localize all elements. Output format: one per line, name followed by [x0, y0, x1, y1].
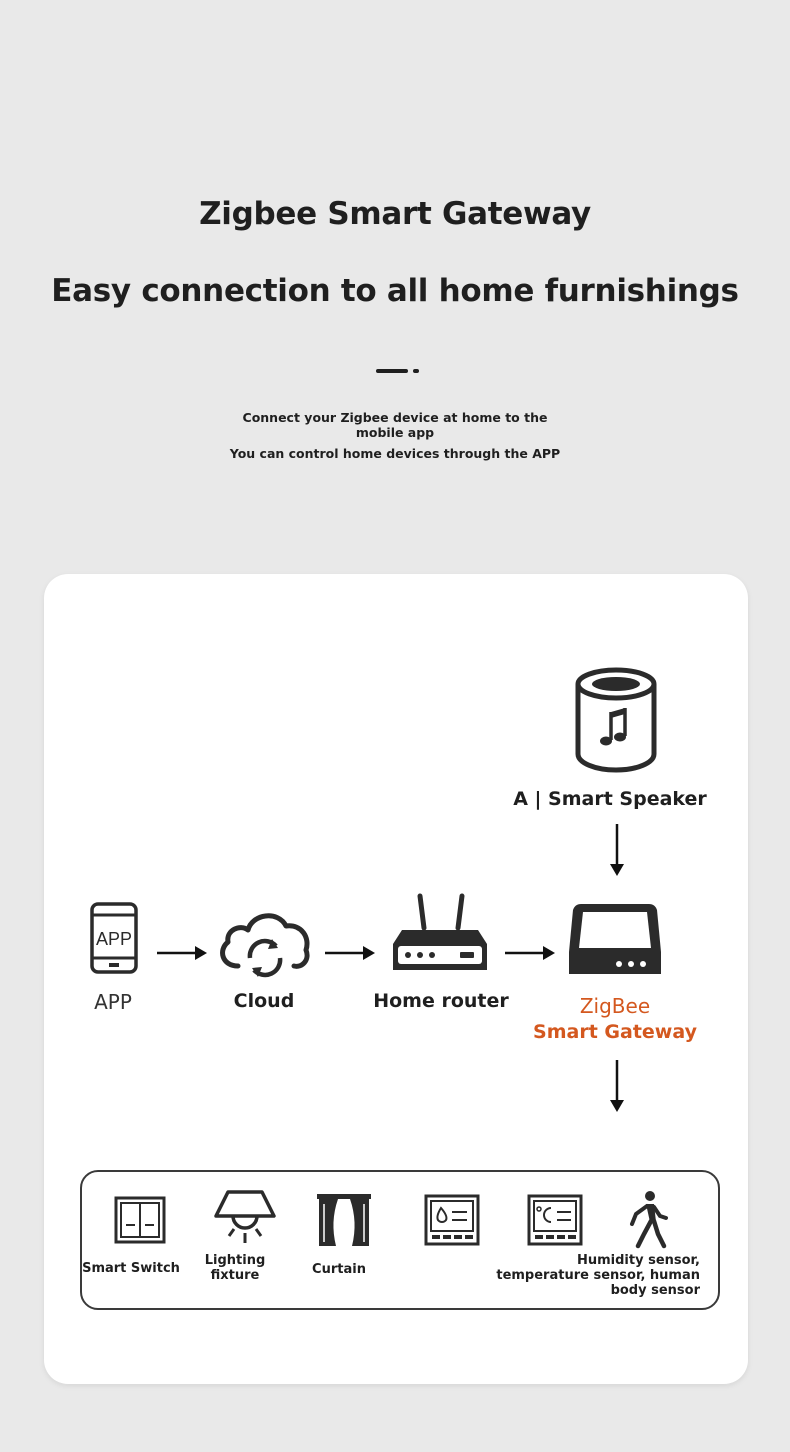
phone-icon: [90, 902, 138, 974]
divider-dash: [376, 369, 408, 373]
humidity-sensor-icon: [424, 1194, 480, 1246]
lighting-label: Lighting fixture: [204, 1253, 266, 1283]
cloud-label: Cloud: [233, 990, 295, 1012]
smart-switch-label: Smart Switch: [82, 1261, 180, 1276]
arrow-right-icon: [505, 944, 557, 962]
page-title: Zigbee Smart Gateway: [199, 196, 591, 232]
page-subtitle: Easy connection to all home furnishings: [51, 273, 739, 309]
phone-screen-text: APP: [95, 929, 133, 949]
gateway-icon: [567, 902, 663, 978]
arrow-down-icon: [608, 824, 626, 878]
sensors-label: Humidity sensor, temperature sensor, human body sensor: [496, 1253, 700, 1298]
smart-speaker-icon: [575, 666, 657, 776]
description-line-2: You can control home devices through the APP: [229, 446, 561, 461]
curtain-label: Curtain: [312, 1262, 366, 1277]
router-icon: [390, 894, 490, 974]
smart-speaker-label: A | Smart Speaker: [513, 788, 707, 810]
divider-dot: [413, 369, 419, 373]
walking-person-icon: [628, 1190, 668, 1250]
arrow-right-icon: [325, 944, 377, 962]
cloud-icon: [216, 908, 312, 978]
lamp-icon: [214, 1190, 276, 1250]
router-label: Home router: [373, 990, 509, 1012]
curtain-icon: [316, 1192, 372, 1248]
description-line-1: Connect your Zigbee device at home to the mobile app: [242, 410, 548, 440]
arrow-down-icon: [608, 1060, 626, 1114]
app-label: APP: [94, 990, 132, 1014]
gateway-brand-label: ZigBee: [579, 994, 651, 1018]
temperature-sensor-icon: [527, 1194, 583, 1246]
gateway-label: Smart Gateway: [533, 1021, 697, 1043]
arrow-right-icon: [157, 944, 209, 962]
smart-switch-icon: [114, 1196, 166, 1244]
